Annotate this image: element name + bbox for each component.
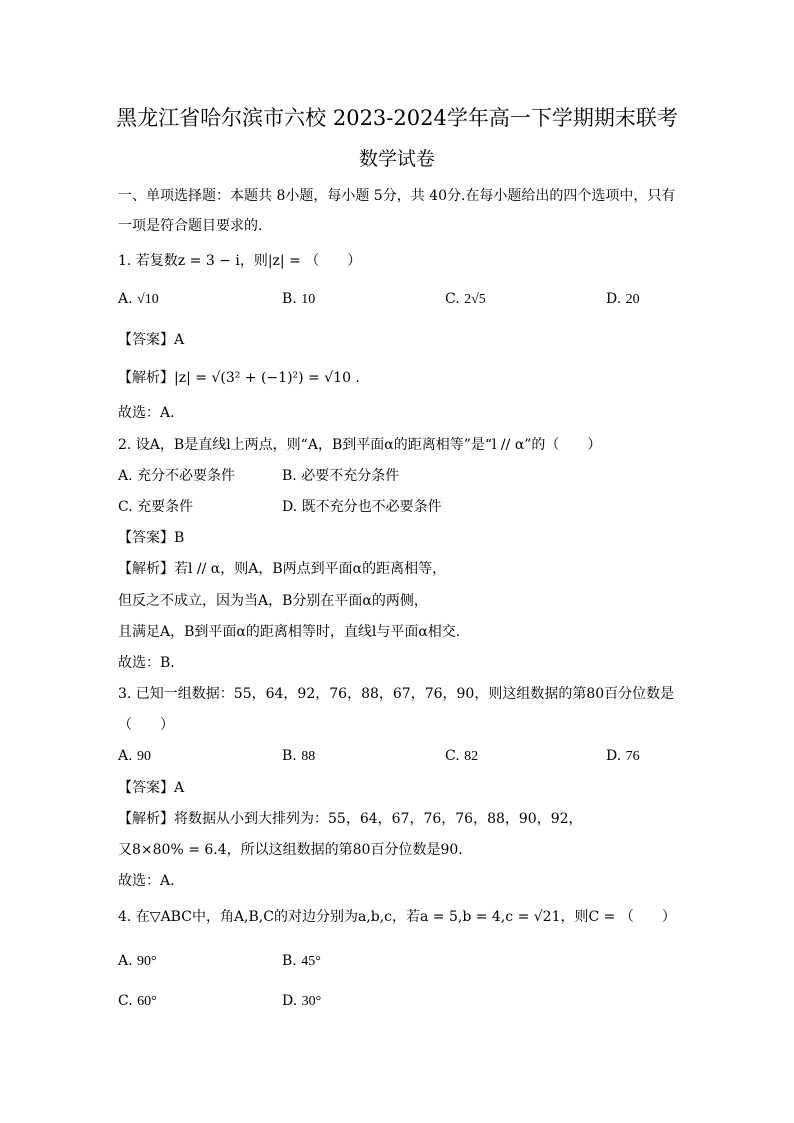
question-3-analysis-line-1: 【解析】将数据从小到大排列为：55，64，67，76，76，88，90，92，: [118, 811, 583, 827]
question-3-stem-line-2: （ ）: [118, 717, 174, 733]
option-label: B.: [282, 468, 297, 484]
question-3-option-b: [282, 746, 315, 767]
option-text: 必要不充分条件: [301, 468, 400, 484]
question-4-stem: 4. 在▽ABC中，角A,B,C的对边分别为a,b,c，若a = 5,b = 4,c = √21，则C = （ ）: [118, 909, 676, 925]
option-text: 20: [625, 292, 640, 307]
option-label: D.: [606, 291, 622, 307]
option-label: D.: [282, 993, 298, 1009]
section-heading-line-2: 一项是符合题目要求的.: [118, 218, 263, 234]
question-2-option-b: [282, 466, 399, 486]
option-text: 既不充分也不必要条件: [301, 499, 442, 515]
option-label: B.: [282, 953, 297, 969]
question-3-option-c: [445, 746, 478, 767]
question-4-option-b: [282, 951, 321, 972]
question-3-option-d: [606, 746, 640, 767]
option-label: C.: [118, 993, 133, 1009]
question-2-option-c: [118, 497, 193, 517]
option-text: 充分不必要条件: [137, 468, 236, 484]
option-text: 10: [301, 292, 316, 307]
question-3-analysis-line-2: 又8×80% = 6.4，所以这组数据的第80百分位数是90.: [118, 842, 463, 858]
question-1-conclusion: 故选：A.: [118, 405, 175, 421]
option-text: 30°: [301, 994, 322, 1009]
question-1-stem: 1. 若复数z = 3 − i，则|z| = （ ）: [118, 253, 362, 269]
option-text: 76: [625, 749, 640, 764]
option-label: A.: [118, 468, 133, 484]
question-4-option-c: [118, 991, 157, 1012]
question-2-option-d: [282, 497, 442, 517]
question-2-analysis-line-1: 【解析】若l // α，则A，B两点到平面α的距离相等，: [118, 561, 447, 577]
question-3-option-a: [118, 746, 151, 767]
question-1-option-b: [282, 289, 315, 310]
option-label: D.: [606, 748, 622, 764]
question-3-conclusion: 故选：A.: [118, 873, 175, 889]
option-label: B.: [282, 748, 297, 764]
question-3-answer: 【答案】A: [118, 780, 185, 796]
option-text: 60°: [137, 994, 157, 1009]
option-label: A.: [118, 953, 133, 969]
option-label: C.: [445, 748, 460, 764]
question-2-answer: 【答案】B: [118, 530, 185, 546]
question-1-option-a: [118, 289, 159, 310]
option-text: 82: [464, 749, 479, 764]
option-label: C.: [118, 499, 133, 515]
question-1-answer: 【答案】A: [118, 332, 185, 348]
question-2-conclusion: 故选：B.: [118, 655, 175, 671]
question-2-analysis-line-2: 但反之不成立，因为当A，B分别在平面α的两侧，: [118, 593, 428, 609]
option-label: C.: [445, 291, 460, 307]
option-text: 88: [301, 749, 316, 764]
option-text: 90°: [137, 954, 157, 969]
option-text: 90: [137, 749, 152, 764]
option-label: D.: [282, 499, 298, 515]
option-text: 2√5: [464, 292, 486, 307]
question-1-analysis: 【解析】|z| = √(3² + (−1)²) = √10 .: [118, 370, 360, 386]
option-label: A.: [118, 748, 133, 764]
option-text: 充要条件: [137, 499, 194, 515]
option-label: A.: [118, 291, 133, 307]
option-text: 45°: [301, 954, 321, 969]
option-text: √10: [137, 292, 159, 307]
document-title: 黑龙江省哈尔滨市六校 2023-2024学年高一下学期期末联考: [116, 106, 678, 130]
question-4-option-a: [118, 951, 157, 972]
section-heading-line-1: 一、单项选择题：本题共 8小题，每小题 5分，共 40分.在每小题给出的四个选项中，只有: [118, 188, 676, 204]
question-1-option-d: [606, 289, 640, 310]
question-2-option-a: [118, 466, 235, 486]
question-2-stem: 2. 设A，B是直线l上两点，则“A，B到平面α的距离相等”是“l // α”的（ ）: [118, 437, 602, 453]
question-2-analysis-line-3: 且满足A，B到平面α的距离相等时，直线l与平面α相交.: [118, 624, 461, 640]
option-label: B.: [282, 291, 297, 307]
question-3-stem-line-1: 3. 已知一组数据：55，64，92，76，88，67，76，90，则这组数据的第80百分位数是: [118, 686, 675, 702]
question-4-option-d: [282, 991, 321, 1012]
document-subtitle: 数学试卷: [358, 148, 435, 170]
question-1-option-c: [445, 289, 486, 310]
